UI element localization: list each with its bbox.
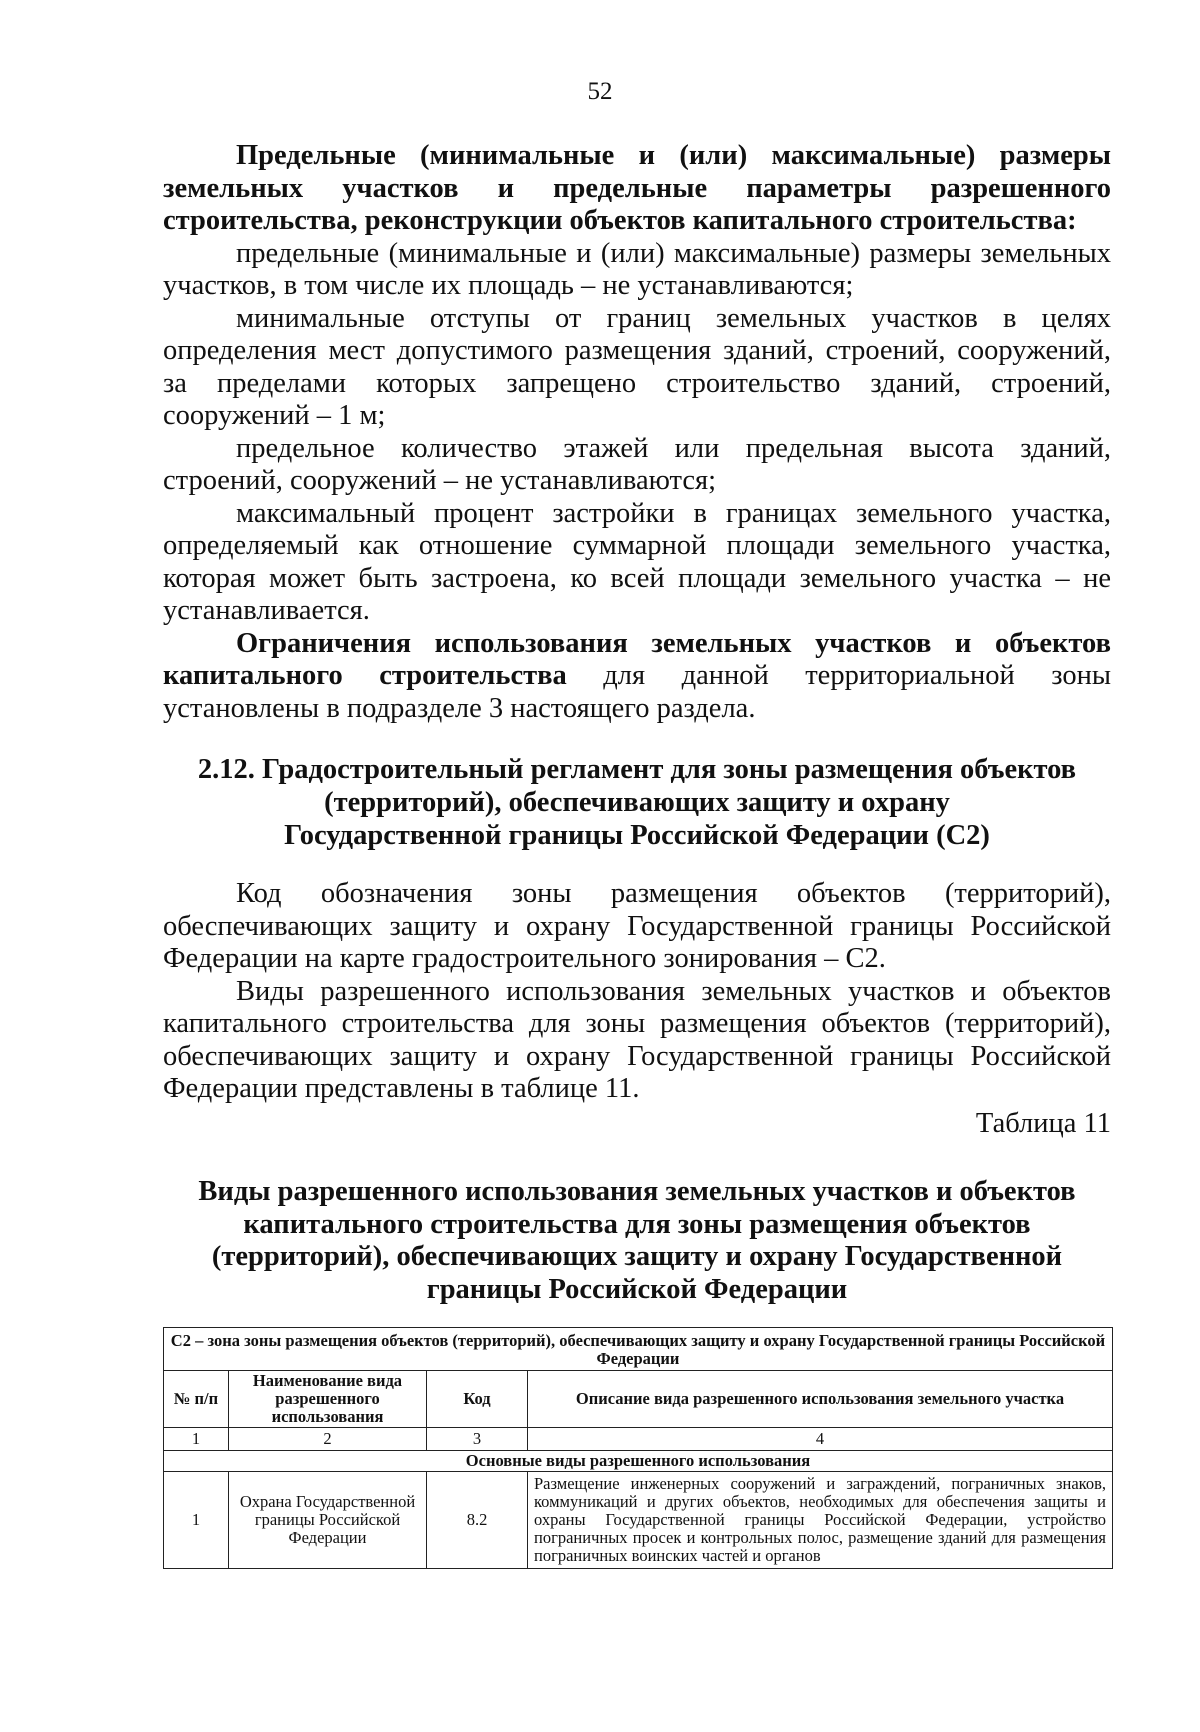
restrictions-rest: для данной территориальной зоны установлены в подразделе 3 настоящего раздела. [163,660,1111,724]
table-row [164,1472,1113,1569]
section-title [163,753,1111,852]
section-title-line2: (территорий), обеспечивающих защиту и охрану [324,787,950,818]
row-name: Охрана Государственной границы Российской Федерации [229,1472,427,1569]
limits-item-floors: предельное количество этажей или предельная высота зданий, строений, сооружений – не устанавливаются; [163,432,1111,496]
section-title-line3: Государственной границы Российской Федерации (С2) [284,820,990,851]
section-title-line1: 2.12. Градостроительный регламент для зоны размещения объектов [197,754,1077,785]
zone-header: С2 – зона зоны размещения объектов (территорий), обеспечивающих защиту и охрану Государственной границы Российской Федерации [164,1328,1113,1371]
group-main-label: Основные виды разрешенного использования [164,1451,1113,1472]
col-number: 3 [427,1428,528,1451]
table-title-line4: границы Российской Федерации [426,1273,848,1305]
table-title-line2: капитального строительства для зоны размещения объектов [243,1208,1031,1240]
col-header-code: Код [427,1371,528,1428]
restrictions-paragraph [163,628,1111,726]
limits-item-setbacks: минимальные отступы от границ земельных участков в целях определения мест допустимого размещения зданий, строений, сооружений, за пределами которых запрещено строительство зданий, строений, сооружений – 1 м; [163,302,1111,431]
col-number: 2 [229,1428,427,1451]
row-desc: Размещение инженерных сооружений и заграждений, пограничных знаков, коммуникаций и других объектов, необходимых для обеспечения защиты и охраны Государственной границы Российской Федерации, устройство пограничных просек и контрольных полос, размещение зданий для размещения пограничных воинских частей и органов [528,1472,1113,1569]
group-row-main [164,1451,1113,1472]
table-title-line1: Виды разрешенного использования земельных участков и объектов [198,1176,1076,1207]
page-number: 52 [587,78,613,105]
column-number-row [164,1428,1113,1451]
table-title-line3: (территорий), обеспечивающих защиту и охрану Государственной [211,1241,1063,1272]
table-title [163,1176,1111,1306]
document-body [163,140,1111,1306]
row-num: 1 [164,1472,229,1569]
permitted-uses-paragraph: Виды разрешенного использования земельных участков и объектов капитального строительства для зоны размещения объектов (территорий), обеспечивающих защиту и охрану Государственной границы Российской Федерации представлены в таблице 11. [163,975,1111,1104]
limits-heading: Предельные (минимальные и (или) максимальные) размеры земельных участков и предельные параметры разрешенного строительства, реконструкции объектов капитального строительства: [163,140,1111,236]
col-number: 4 [528,1428,1113,1451]
col-number: 1 [164,1428,229,1451]
limits-item-area: предельные (минимальные и (или) максимальные) размеры земельных участков, в том числе их площадь – не устанавливаются; [163,237,1111,301]
table-label: Таблица 11 [975,1107,1111,1139]
row-code: 8.2 [427,1472,528,1569]
col-header-name: Наименование вида разрешенного использования [229,1371,427,1428]
col-header-desc: Описание вида разрешенного использования земельного участка [528,1371,1113,1428]
limits-item-coverage: максимальный процент застройки в границах земельного участка, определяемый как отношение суммарной площади земельного участка, которая может быть застроена, ко всей площади земельного участка – не устанавливается. [163,497,1111,626]
restrictions-bold: Ограничения использования земельных участков и объектов капитального строительства [163,627,1111,691]
zone-code-paragraph: Код обозначения зоны размещения объектов (территорий), обеспечивающих защиту и охрану Государственной границы Российской Федерации на карте градостроительного зонирования – С2. [163,878,1111,974]
col-header-num: № п/п [164,1371,229,1428]
permitted-uses-table [163,1327,1113,1569]
